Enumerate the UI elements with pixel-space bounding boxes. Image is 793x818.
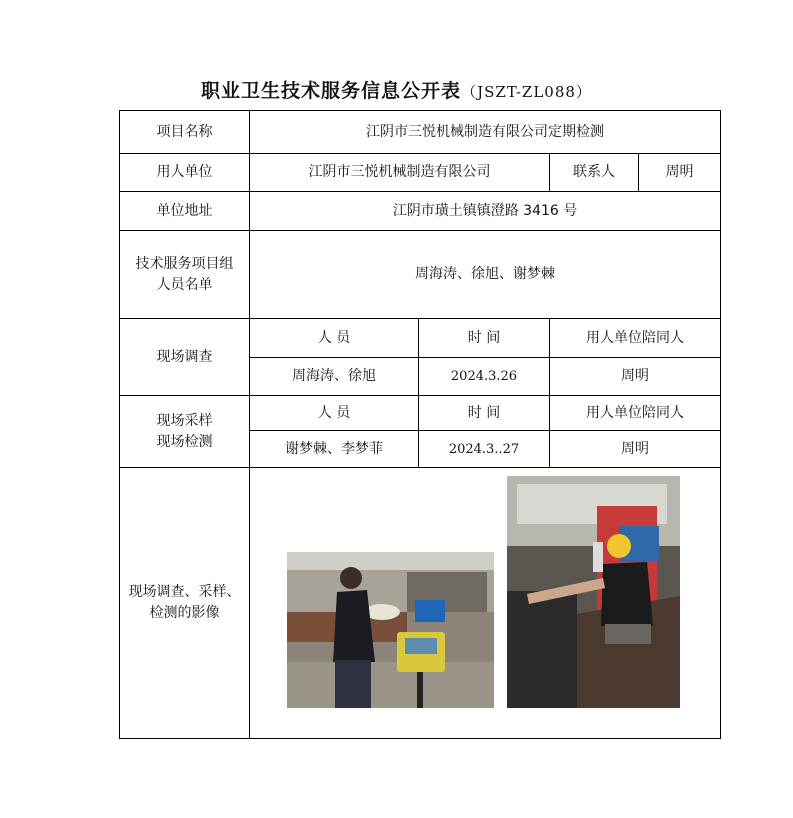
title-text: 职业卫生技术服务信息公开表 [201, 80, 462, 102]
sampling-people: 谢梦棘、李梦菲 [250, 431, 419, 468]
info-table [119, 110, 721, 739]
survey-col-people: 人 员 [250, 319, 419, 358]
row-address [120, 192, 721, 231]
team-label-line-2: 人员名单 [156, 276, 213, 293]
document-title [0, 76, 793, 103]
images-cell [250, 468, 721, 739]
photos-area [250, 468, 720, 738]
sampling-col-people: 人 员 [250, 396, 419, 431]
sampling-escort: 周明 [550, 431, 721, 468]
address-value: 江阴市璜土镇镇澄路 3416 号 [250, 192, 721, 231]
survey-people: 周海涛、徐旭 [250, 358, 419, 396]
project-name-label: 项目名称 [120, 111, 250, 154]
images-label-line-1: 现场调查、采样、 [128, 584, 241, 600]
sampling-label-line-2: 现场检测 [156, 433, 213, 450]
images-label-line-2: 检测的影像 [149, 605, 220, 621]
survey-col-escort: 用人单位陪同人 [550, 319, 721, 358]
row-employer [120, 154, 721, 192]
row-images [120, 468, 721, 739]
row-survey-header [120, 319, 721, 358]
sampling-label [120, 396, 250, 468]
row-team [120, 231, 721, 319]
team-value: 周海涛、徐旭、谢梦棘 [250, 231, 721, 319]
sampling-time: 2024.3..27 [419, 431, 550, 468]
sampling-label-line-1: 现场采样 [156, 412, 213, 429]
survey-col-time: 时 间 [419, 319, 550, 358]
photo-sampling-worker [287, 552, 494, 708]
team-label [120, 231, 250, 319]
survey-escort: 周明 [550, 358, 721, 396]
employer-value: 江阴市三悦机械制造有限公司 [250, 154, 550, 192]
project-name-value: 江阴市三悦机械制造有限公司定期检测 [250, 111, 721, 154]
photo-noise-measurement [507, 476, 680, 708]
contact-label: 联系人 [550, 154, 639, 192]
sampling-col-escort: 用人单位陪同人 [550, 396, 721, 431]
images-label [120, 468, 250, 739]
sampling-col-time: 时 间 [419, 396, 550, 431]
row-sampling-header [120, 396, 721, 431]
team-label-line-1: 技术服务项目组 [135, 255, 234, 272]
contact-value: 周明 [639, 154, 721, 192]
address-label: 单位地址 [120, 192, 250, 231]
title-code: （JSZT-ZL088） [461, 83, 592, 101]
survey-time: 2024.3.26 [419, 358, 550, 396]
row-project-name [120, 111, 721, 154]
employer-label: 用人单位 [120, 154, 250, 192]
survey-label: 现场调查 [120, 319, 250, 396]
